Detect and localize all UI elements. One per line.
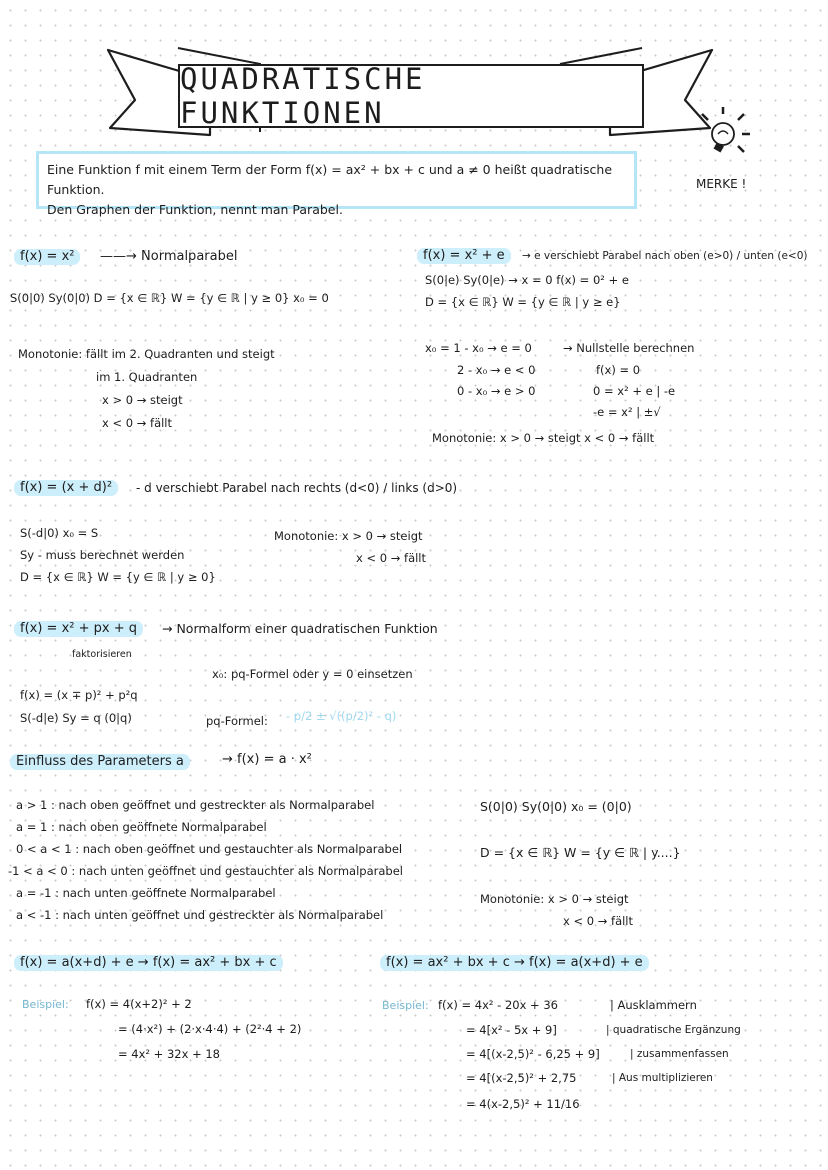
example-right-c1: | Ausklammern <box>610 998 697 1012</box>
normalform-x0: x₀: pq-Formel oder y = 0 einsetzen <box>212 667 413 681</box>
merke-label: MERKE ! <box>696 177 747 191</box>
param-a-row: -1 < a < 0 : nach unten geöffnet und gestauchter als Normalparabel <box>8 864 403 878</box>
param-a-heading: Einfluss des Parameters a <box>10 754 190 770</box>
shift-e-x0-3: 0 - x₀ → e > 0 <box>457 384 536 398</box>
example-left-heading: f(x) = a(x+d) + e → f(x) = ax² + bx + c <box>14 955 283 971</box>
normal-monotonie-4: x < 0 → fällt <box>102 416 173 430</box>
page-title: QUADRATISCHE FUNKTIONEN <box>178 64 644 128</box>
definition-box <box>36 151 637 217</box>
example-right-l4: = 4[(x-2,5)² + 2,75 <box>466 1071 577 1085</box>
shift-e-monotonie: Monotonie: x > 0 → steigt x < 0 → fällt <box>432 431 655 445</box>
normal-monotonie-2: im 1. Quadranten <box>96 370 198 384</box>
example-right-heading: f(x) = ax² + bx + c → f(x) = a(x+d) + e <box>380 955 649 971</box>
shift-e-line-3: D = {x ∈ ℝ} W = {y ∈ ℝ | y ≥ e} <box>425 295 621 309</box>
shift-e-line-2: S(0|e) Sy(0|e) → x = 0 f(x) = 0² + e <box>425 273 629 287</box>
param-a-row: a < -1 : nach unten geöffnet und gestreckter als Normalparabel <box>16 908 384 922</box>
lightbulb-icon <box>698 102 768 162</box>
normal-label: ——→ Normalparabel <box>100 249 238 264</box>
example-right-label: Beispiel: <box>382 999 429 1012</box>
example-right-l1: f(x) = 4x² - 20x + 36 <box>438 998 558 1012</box>
normal-monotonie-3: x > 0 → steigt <box>102 393 183 407</box>
example-left-l2: = (4·x²) + (2·x·4·4) + (2²·4 + 2) <box>118 1022 302 1036</box>
pq-label: pq-Formel: <box>206 714 268 728</box>
example-left-label: Beispiel: <box>22 998 69 1011</box>
shift-d-desc: - d verschiebt Parabel nach rechts (d<0) / links (d>0) <box>136 481 458 495</box>
shift-d-mono-1: Monotonie: x > 0 → steigt <box>274 529 423 543</box>
param-a-row: a = 1 : nach oben geöffnete Normalparabel <box>16 820 267 834</box>
shift-e-formula: f(x) = x² + e <box>417 248 511 264</box>
normal-formula: f(x) = x² <box>14 249 80 265</box>
param-a-right-1: S(0|0) Sy(0|0) x₀ = (0|0) <box>480 799 632 814</box>
param-a-formula: → f(x) = a · x² <box>222 752 312 767</box>
normalform-line-2: S(-d|e) Sy = q (0|q) <box>20 711 132 725</box>
example-right-l3: = 4[(x-2,5)² - 6,25 + 9] <box>466 1047 600 1061</box>
shift-e-x0-1: x₀ = 1 - x₀ → e = 0 <box>425 341 532 355</box>
param-a-row: a > 1 : nach oben geöffnet und gestreckter als Normalparabel <box>16 798 375 812</box>
shift-d-mono-2: x < 0 → fällt <box>356 551 427 565</box>
shift-d-line-2: Sy - muss berechnet werden <box>20 548 185 562</box>
example-left-l3: = 4x² + 32x + 18 <box>118 1047 220 1061</box>
shift-d-line-1: S(-d|0) x₀ = S <box>20 526 99 540</box>
param-a-row: 0 < a < 1 : nach oben geöffnet und gestauchter als Normalparabel <box>16 842 403 856</box>
shift-e-null-3: 0 = x² + e | -e <box>593 384 676 398</box>
shift-e-x0-2: 2 - x₀ → e < 0 <box>457 363 536 377</box>
example-right-l5: = 4(x-2,5)² + 11/16 <box>466 1097 580 1111</box>
param-a-right-4: x < 0 → fällt <box>563 914 634 928</box>
shift-e-null-4: -e = x² | ±√ <box>593 405 661 419</box>
definition-line-1: Eine Funktion f mit einem Term der Form f(x) = ax² + bx + c und a ≠ 0 heißt quadratische Funktion. <box>47 162 613 197</box>
example-right-c3: | zusammenfassen <box>630 1048 729 1060</box>
shift-e-null-1: → Nullstelle berechnen <box>563 341 695 355</box>
pq-formula: - p/2 ± √((p/2)² - q) <box>286 709 397 723</box>
shift-d-line-3: D = {x ∈ ℝ} W = {y ∈ ℝ | y ≥ 0} <box>20 570 216 584</box>
example-right-c2: | quadratische Ergänzung <box>606 1024 741 1036</box>
example-right-c4: | Aus multiplizieren <box>612 1072 713 1084</box>
normalform-factor: faktorisieren <box>72 649 132 660</box>
param-a-right-2: D = {x ∈ ℝ} W = {y ∈ ℝ | y....} <box>480 845 681 860</box>
param-a-right-3: Monotonie: x > 0 → steigt <box>480 892 629 906</box>
example-right-l2: = 4[x² - 5x + 9] <box>466 1023 557 1037</box>
normal-points: S(0|0) Sy(0|0) D = {x ∈ ℝ} W = {y ∈ ℝ | y ≥ 0} x₀ = 0 <box>10 291 329 305</box>
normalform-desc: → Normalform einer quadratischen Funktion <box>162 621 438 636</box>
param-a-row: a = -1 : nach unten geöffnete Normalparabel <box>16 886 276 900</box>
shift-e-desc: → e verschiebt Parabel nach oben (e>0) / unten (e<0) <box>522 250 808 262</box>
normalform-line-1: f(x) = (x ∓ p)² + p²q <box>20 688 138 702</box>
shift-d-formula: f(x) = (x + d)² <box>14 480 118 496</box>
example-left-l1: f(x) = 4(x+2)² + 2 <box>86 997 192 1011</box>
normalform-formula: f(x) = x² + px + q <box>14 621 143 637</box>
definition-line-2: Den Graphen der Funktion, nennt man Parabel. <box>47 202 343 217</box>
shift-e-null-2: f(x) = 0 <box>596 363 641 377</box>
normal-monotonie-1: Monotonie: fällt im 2. Quadranten und steigt <box>18 347 275 361</box>
